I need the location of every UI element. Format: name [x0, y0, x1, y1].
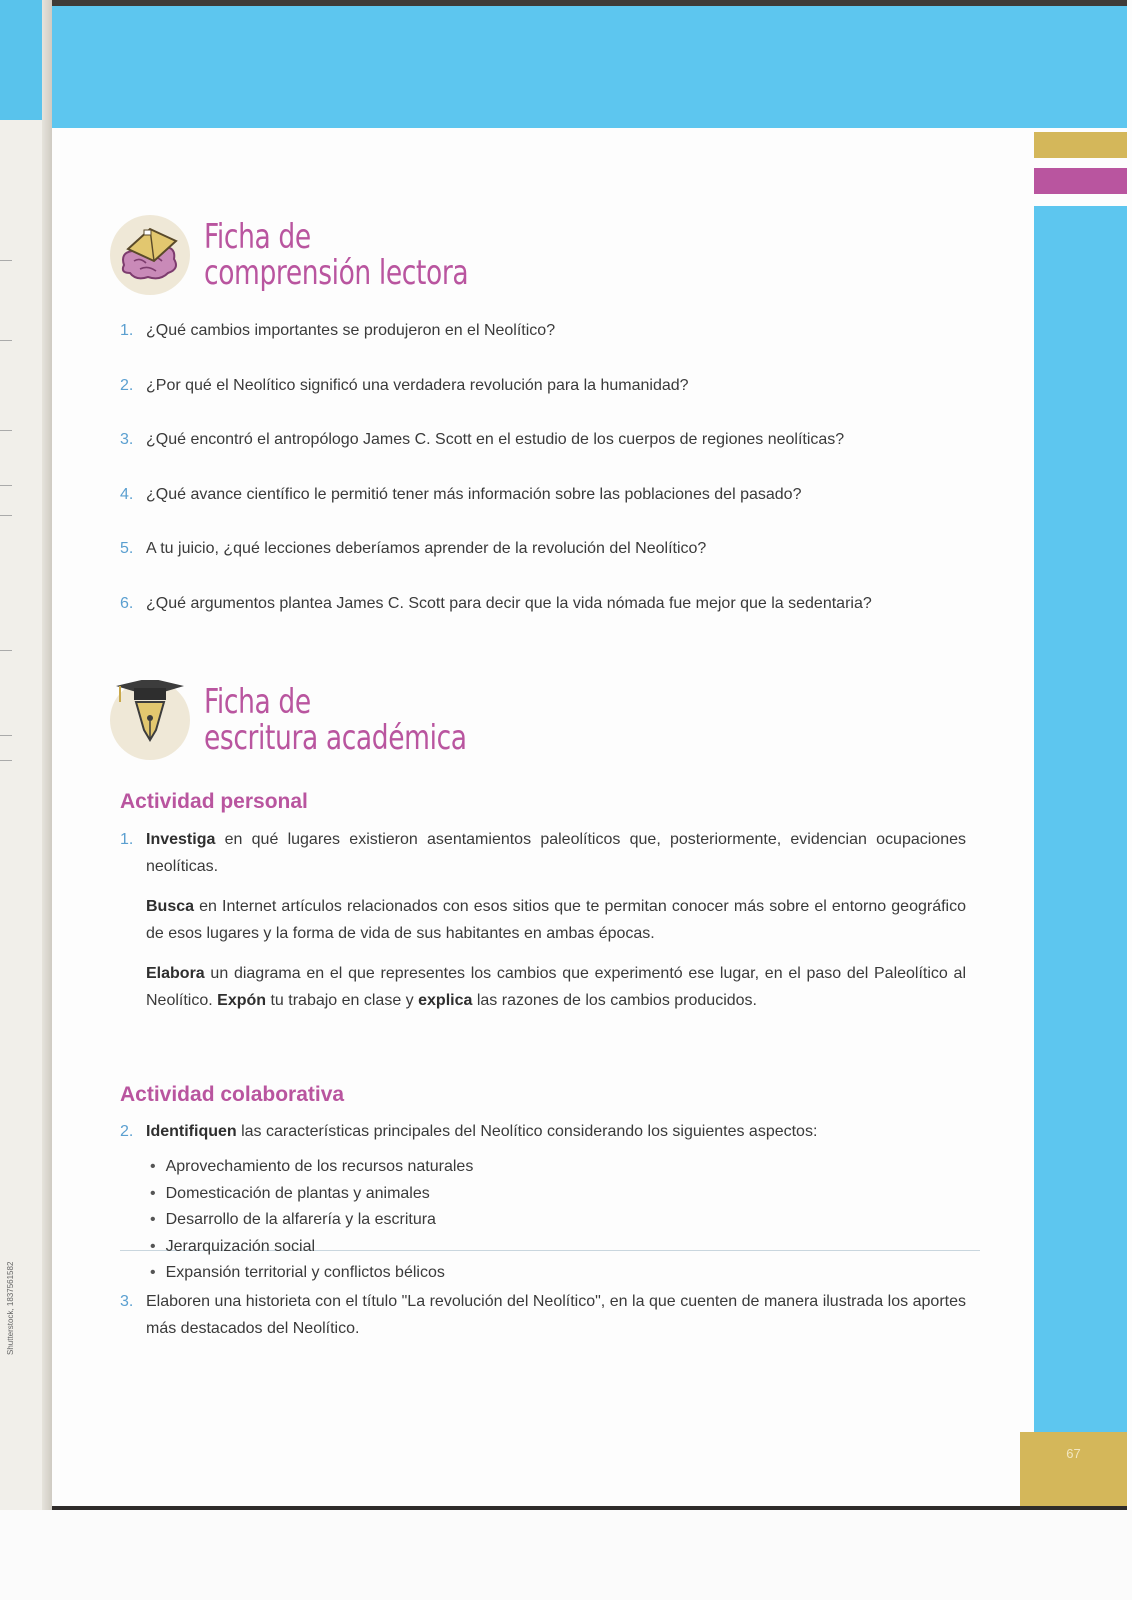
question-text: ¿Qué encontró el antropólogo James C. Scott en el estudio de los cuerpos de regiones neolíticas?: [146, 431, 845, 448]
verb-emphasis: Busca: [146, 898, 195, 915]
personal-activity-heading: Actividad personal: [120, 790, 308, 813]
question-text: ¿Qué avance científico le permitió tener más información sobre las poblaciones del pasado?: [146, 485, 802, 503]
margin-mark: [0, 760, 12, 761]
question-text: A tu juicio, ¿qué lecciones deberíamos aprender de la revolución del Neolítico?: [146, 540, 707, 557]
page-number: 67: [1020, 1432, 1127, 1510]
brain-book-icon: [110, 215, 190, 295]
margin-mark: [0, 650, 12, 651]
pink-tab: [1034, 168, 1127, 194]
list-item: [120, 377, 980, 432]
writing-section-header: [110, 680, 541, 760]
paragraph-text: en qué lugares existieron asentamientos paleolíticos que, posteriormente, evidencian ocupaciones neolíticas.: [146, 831, 966, 875]
right-color-strip: [1034, 206, 1127, 1506]
question-number: 3.: [120, 1293, 134, 1310]
margin-mark: [0, 430, 12, 431]
aspects-bullet-list: [150, 1154, 473, 1287]
list-item: [120, 486, 980, 541]
collaborative-activity-heading: Actividad colaborativa: [120, 1083, 345, 1106]
title-line-1: Ficha de: [204, 682, 311, 722]
personal-activity-paragraph-1: [120, 826, 966, 880]
question-number: 5.: [120, 540, 134, 557]
question-text: ¿Qué cambios importantes se produjeron en el Neolítico?: [146, 322, 556, 339]
title-line-2: escritura académica: [204, 718, 467, 758]
reading-question-list: [120, 322, 980, 649]
reading-section-title: [204, 219, 468, 291]
question-text: ¿Qué argumentos plantea James C. Scott para decir que la vida nómada fue mejor que la sedentaria?: [146, 594, 872, 612]
reading-section-header: [110, 215, 543, 295]
verb-emphasis: Investiga: [146, 831, 216, 848]
question-number: 2.: [120, 376, 134, 394]
photo-credit: Shutterstock, 1837561582: [6, 1261, 15, 1355]
question-text: ¿Por qué el Neolítico significó una verdadera revolución para la humanidad?: [146, 376, 689, 394]
scan-background: [0, 1510, 1132, 1600]
list-item: [120, 431, 980, 486]
paragraph-text: en Internet artículos relacionados con esos sitios que te permitan conocer más sobre el entorno geográfico de esos lugares y la forma de vida de sus habitantes en ambas épocas.: [146, 898, 966, 942]
question-number: 2.: [120, 1123, 134, 1140]
question-number: 4.: [120, 485, 134, 503]
list-item: [120, 540, 980, 595]
list-item: [120, 595, 980, 650]
personal-activity-paragraph-3: [146, 960, 966, 1014]
list-item: [120, 322, 980, 377]
question-number: 3.: [120, 431, 134, 448]
paragraph-text: las características principales del Neolítico considerando los siguientes aspectos:: [236, 1123, 818, 1140]
paragraph-text: las razones de los cambios producidos.: [472, 992, 757, 1009]
yellow-tab: [1034, 132, 1127, 158]
list-item: • Domesticación de plantas y animales: [150, 1181, 473, 1208]
margin-mark: [0, 340, 12, 341]
list-item: • Aprovechamiento de los recursos naturales: [150, 1154, 473, 1181]
top-color-band: [52, 0, 1127, 128]
paragraph-text: un diagrama en el que representes los cambios que experimentó ese lugar, en el paso del Paleolítico al Neolítico.: [146, 965, 966, 1009]
verb-emphasis: Expón: [217, 992, 267, 1009]
left-page-margin: [0, 0, 52, 1510]
personal-activity-paragraph-2: [146, 893, 966, 947]
book-gutter: [42, 0, 52, 1510]
title-line-1: Ficha de: [204, 217, 311, 257]
graduation-pen-icon: [110, 680, 190, 760]
margin-mark: [0, 735, 12, 736]
verb-emphasis: Elabora: [146, 965, 205, 982]
margin-mark: [0, 260, 12, 261]
title-line-2: comprensión lectora: [204, 253, 469, 293]
top-edge-shadow: [52, 0, 1127, 6]
margin-mark: [0, 515, 12, 516]
question-number: 1.: [120, 322, 134, 339]
paragraph-text: Elaboren una historieta con el título "La revolución del Neolítico", en la que cuenten de manera ilustrada los aportes más destacados del Neolítico.: [146, 1293, 966, 1337]
collaborative-question-3: [120, 1288, 966, 1342]
question-number: 6.: [120, 594, 134, 612]
list-item: • Desarrollo de la alfarería y la escritura: [150, 1207, 473, 1234]
writing-section-title: [204, 684, 467, 756]
verb-emphasis: explica: [418, 992, 473, 1009]
paragraph-text: tu trabajo en clase y: [266, 992, 419, 1009]
margin-mark: [0, 485, 12, 486]
collaborative-question-2: [120, 1118, 966, 1145]
list-item: • Expansión territorial y conflictos bélicos: [150, 1260, 473, 1287]
list-item: • Jerarquización social: [150, 1234, 473, 1261]
question-number: 1.: [120, 831, 134, 848]
verb-emphasis: Identifiquen: [146, 1123, 237, 1140]
